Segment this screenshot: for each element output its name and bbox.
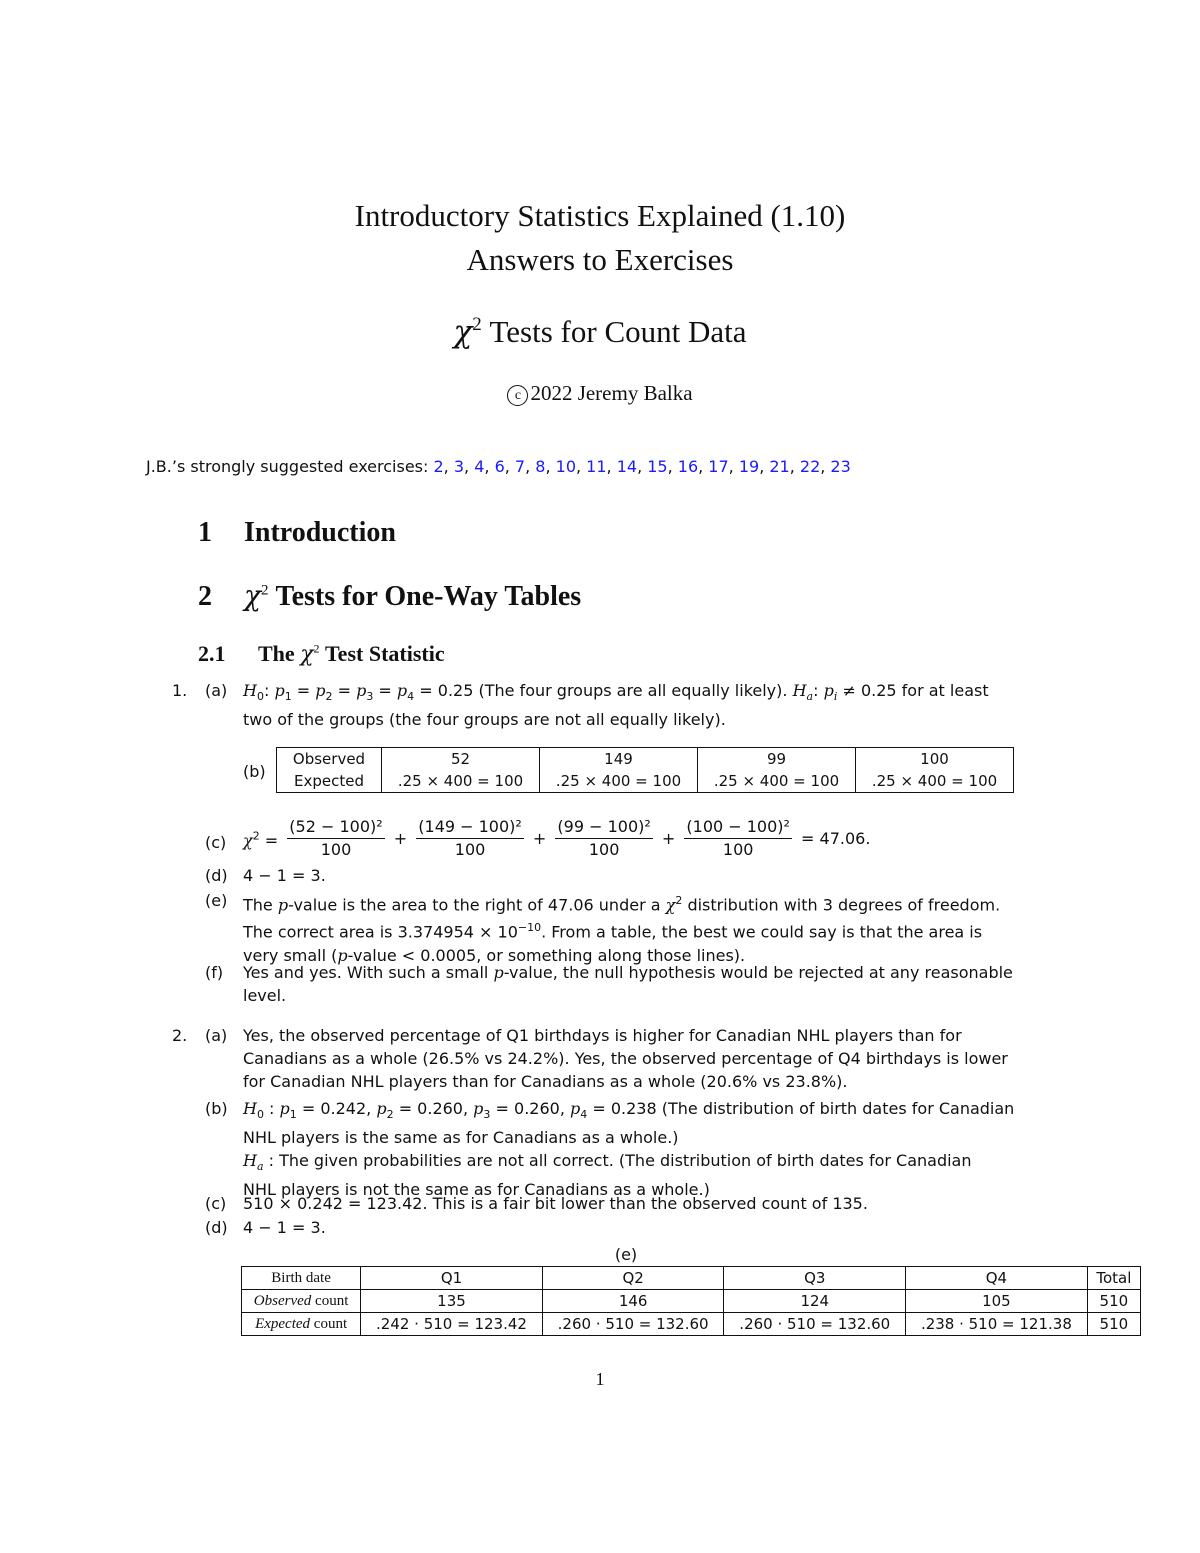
- subsection-2-1-heading: 2.1 The $\chi^2$ Test Statistic: [198, 641, 445, 667]
- q1f-label: (f): [205, 963, 224, 982]
- copyright-icon: c: [507, 385, 528, 406]
- page-number: 1: [595, 1369, 605, 1389]
- table-row: Observed count 135 146 124 105 510: [242, 1290, 1141, 1313]
- table-row: Expected .25 × 400 = 100 .25 × 400 = 100 .25 × 400 = 100 .25 × 400 = 100: [277, 770, 1014, 793]
- q2a-text: Yes, the observed percentage of Q1 birthdays is higher for Canadian NHL players than for Canadians as a whole (26.5% vs 24.2%). Yes, the observed percentage of Q4 birthdays is lower for Canadian NHL players than for Canadians as a whole (20.6% vs 23.8%).: [243, 1026, 1008, 1091]
- copyright-line: [0, 381, 1200, 406]
- q1-number: 1.: [172, 681, 188, 700]
- copyright-text: 2022 Jeremy Balka: [530, 381, 693, 405]
- chi-symbol: χ: [453, 314, 473, 350]
- suggested-label: J.B.’s strongly suggested exercises:: [146, 457, 429, 476]
- q1f-text: Yes and yes. With such a small p-value, the null hypothesis would be rejected at any reasonable level.: [243, 963, 1013, 1005]
- q2d-text: 4 − 1 = 3.: [243, 1218, 326, 1237]
- table-row: Birth date Q1 Q2 Q3 Q4 Total: [242, 1267, 1141, 1290]
- q2-number: 2.: [172, 1026, 188, 1045]
- q1e-label: (e): [205, 891, 228, 910]
- q2c-label: (c): [205, 1194, 227, 1213]
- q1-observed-expected-table: [276, 747, 1014, 793]
- exercise-link-10[interactable]: 10: [555, 457, 576, 476]
- exercise-link-17[interactable]: 17: [708, 457, 729, 476]
- table-row: Expected count .242 · 510 = 123.42 .260 · 510 = 132.60 .260 · 510 = 132.60 .238 · 510 = 121.38 510: [242, 1313, 1141, 1336]
- q1a-text: $H_0$: $p_1 = p_2 = p_3 = p_4 = 0.25$ (The four groups are all equally likely). $H_a$: $p_i \ne 0.25$ for at least two of the groups (the four groups are not all equally likely).: [243, 681, 989, 730]
- q1b-label: (b): [243, 762, 266, 781]
- exercise-link-16[interactable]: 16: [677, 457, 699, 476]
- q2-birthdate-table: [241, 1266, 1141, 1336]
- table-row: Observed 52 149 99 100: [277, 748, 1014, 771]
- suggested-links: 2, 3, 4, 6, 7, 8, 10, 11, 14, 15, 16, 17, 19, 21, 22, 23: [433, 457, 851, 476]
- document-subtitle: Answers to Exercises: [466, 242, 734, 277]
- chapter-title: $\chi^2$ Tests for Count Data: [453, 314, 747, 350]
- exercise-link-7[interactable]: 7: [514, 457, 526, 476]
- q2b-label: (b): [205, 1099, 228, 1118]
- exercise-link-22[interactable]: 22: [799, 457, 821, 476]
- exercise-link-14[interactable]: 14: [616, 457, 638, 476]
- q1c-equation: $\chi^2$ = $\frac{\text{(52 − 100)²}}{100}$ + $\frac{\text{(149 − 100)²}}{100}$ + $\frac{\text{(99 − 100)²}}{100}$ + $\frac{\text{(100 − 100)²}}{100}$ = 47.06.: [243, 817, 871, 859]
- q1c-label: (c): [205, 833, 227, 852]
- q1d-label: (d): [205, 866, 228, 885]
- section-2-heading: 2 $\chi^2$ Tests for One-Way Tables: [198, 579, 582, 612]
- exercise-link-2[interactable]: 2: [433, 457, 444, 476]
- q1a-label: (a): [205, 681, 228, 700]
- q2c-text: 510 × 0.242 = 123.42. This is a fair bit lower than the observed count of 135.: [243, 1194, 868, 1213]
- suggested-exercises: [146, 455, 851, 478]
- q1e-text: The p-value is the area to the right of 47.06 under a $\chi^2$ distribution with 3 degrees of freedom. The correct area is $3.374954 \times 10^{-10}$. From a table, the best we could say is that the area is very small (p-value < 0.0005, or something along those lines).: [243, 894, 1001, 965]
- q1d-text: 4 − 1 = 3.: [243, 866, 326, 885]
- q2d-label: (d): [205, 1218, 228, 1237]
- exercise-link-3[interactable]: 3: [453, 457, 465, 476]
- exercise-link-19[interactable]: 19: [738, 457, 760, 476]
- q2e-label: (e): [614, 1245, 638, 1264]
- exercise-link-4[interactable]: 4: [474, 457, 485, 476]
- exercise-link-21[interactable]: 21: [769, 457, 790, 476]
- document-title: Introductory Statistics Explained (1.10): [354, 198, 846, 233]
- q2b-text: $H_0$ : $p_1 = 0.242$, $p_2 = 0.260$, $p_3 = 0.260$, $p_4 = 0.238$ (The distribution of birth dates for Canadian NHL players is the same as for Canadians as a whole.) $H_a$ : The given probabilities are not all correct. (The distribution of birth dates for Canadian NHL players is not the same as for Canadians as a whole.): [243, 1099, 1015, 1200]
- exercise-link-11[interactable]: 11: [586, 457, 607, 476]
- q2a-label: (a): [205, 1026, 228, 1045]
- exercise-link-8[interactable]: 8: [535, 457, 546, 476]
- exercise-link-6[interactable]: 6: [494, 457, 505, 476]
- exercise-link-23[interactable]: 23: [830, 457, 851, 476]
- exercise-link-15[interactable]: 15: [647, 457, 668, 476]
- chapter-title-text: Tests for Count Data: [489, 314, 747, 349]
- section-1-heading: 1 Introduction: [198, 517, 396, 548]
